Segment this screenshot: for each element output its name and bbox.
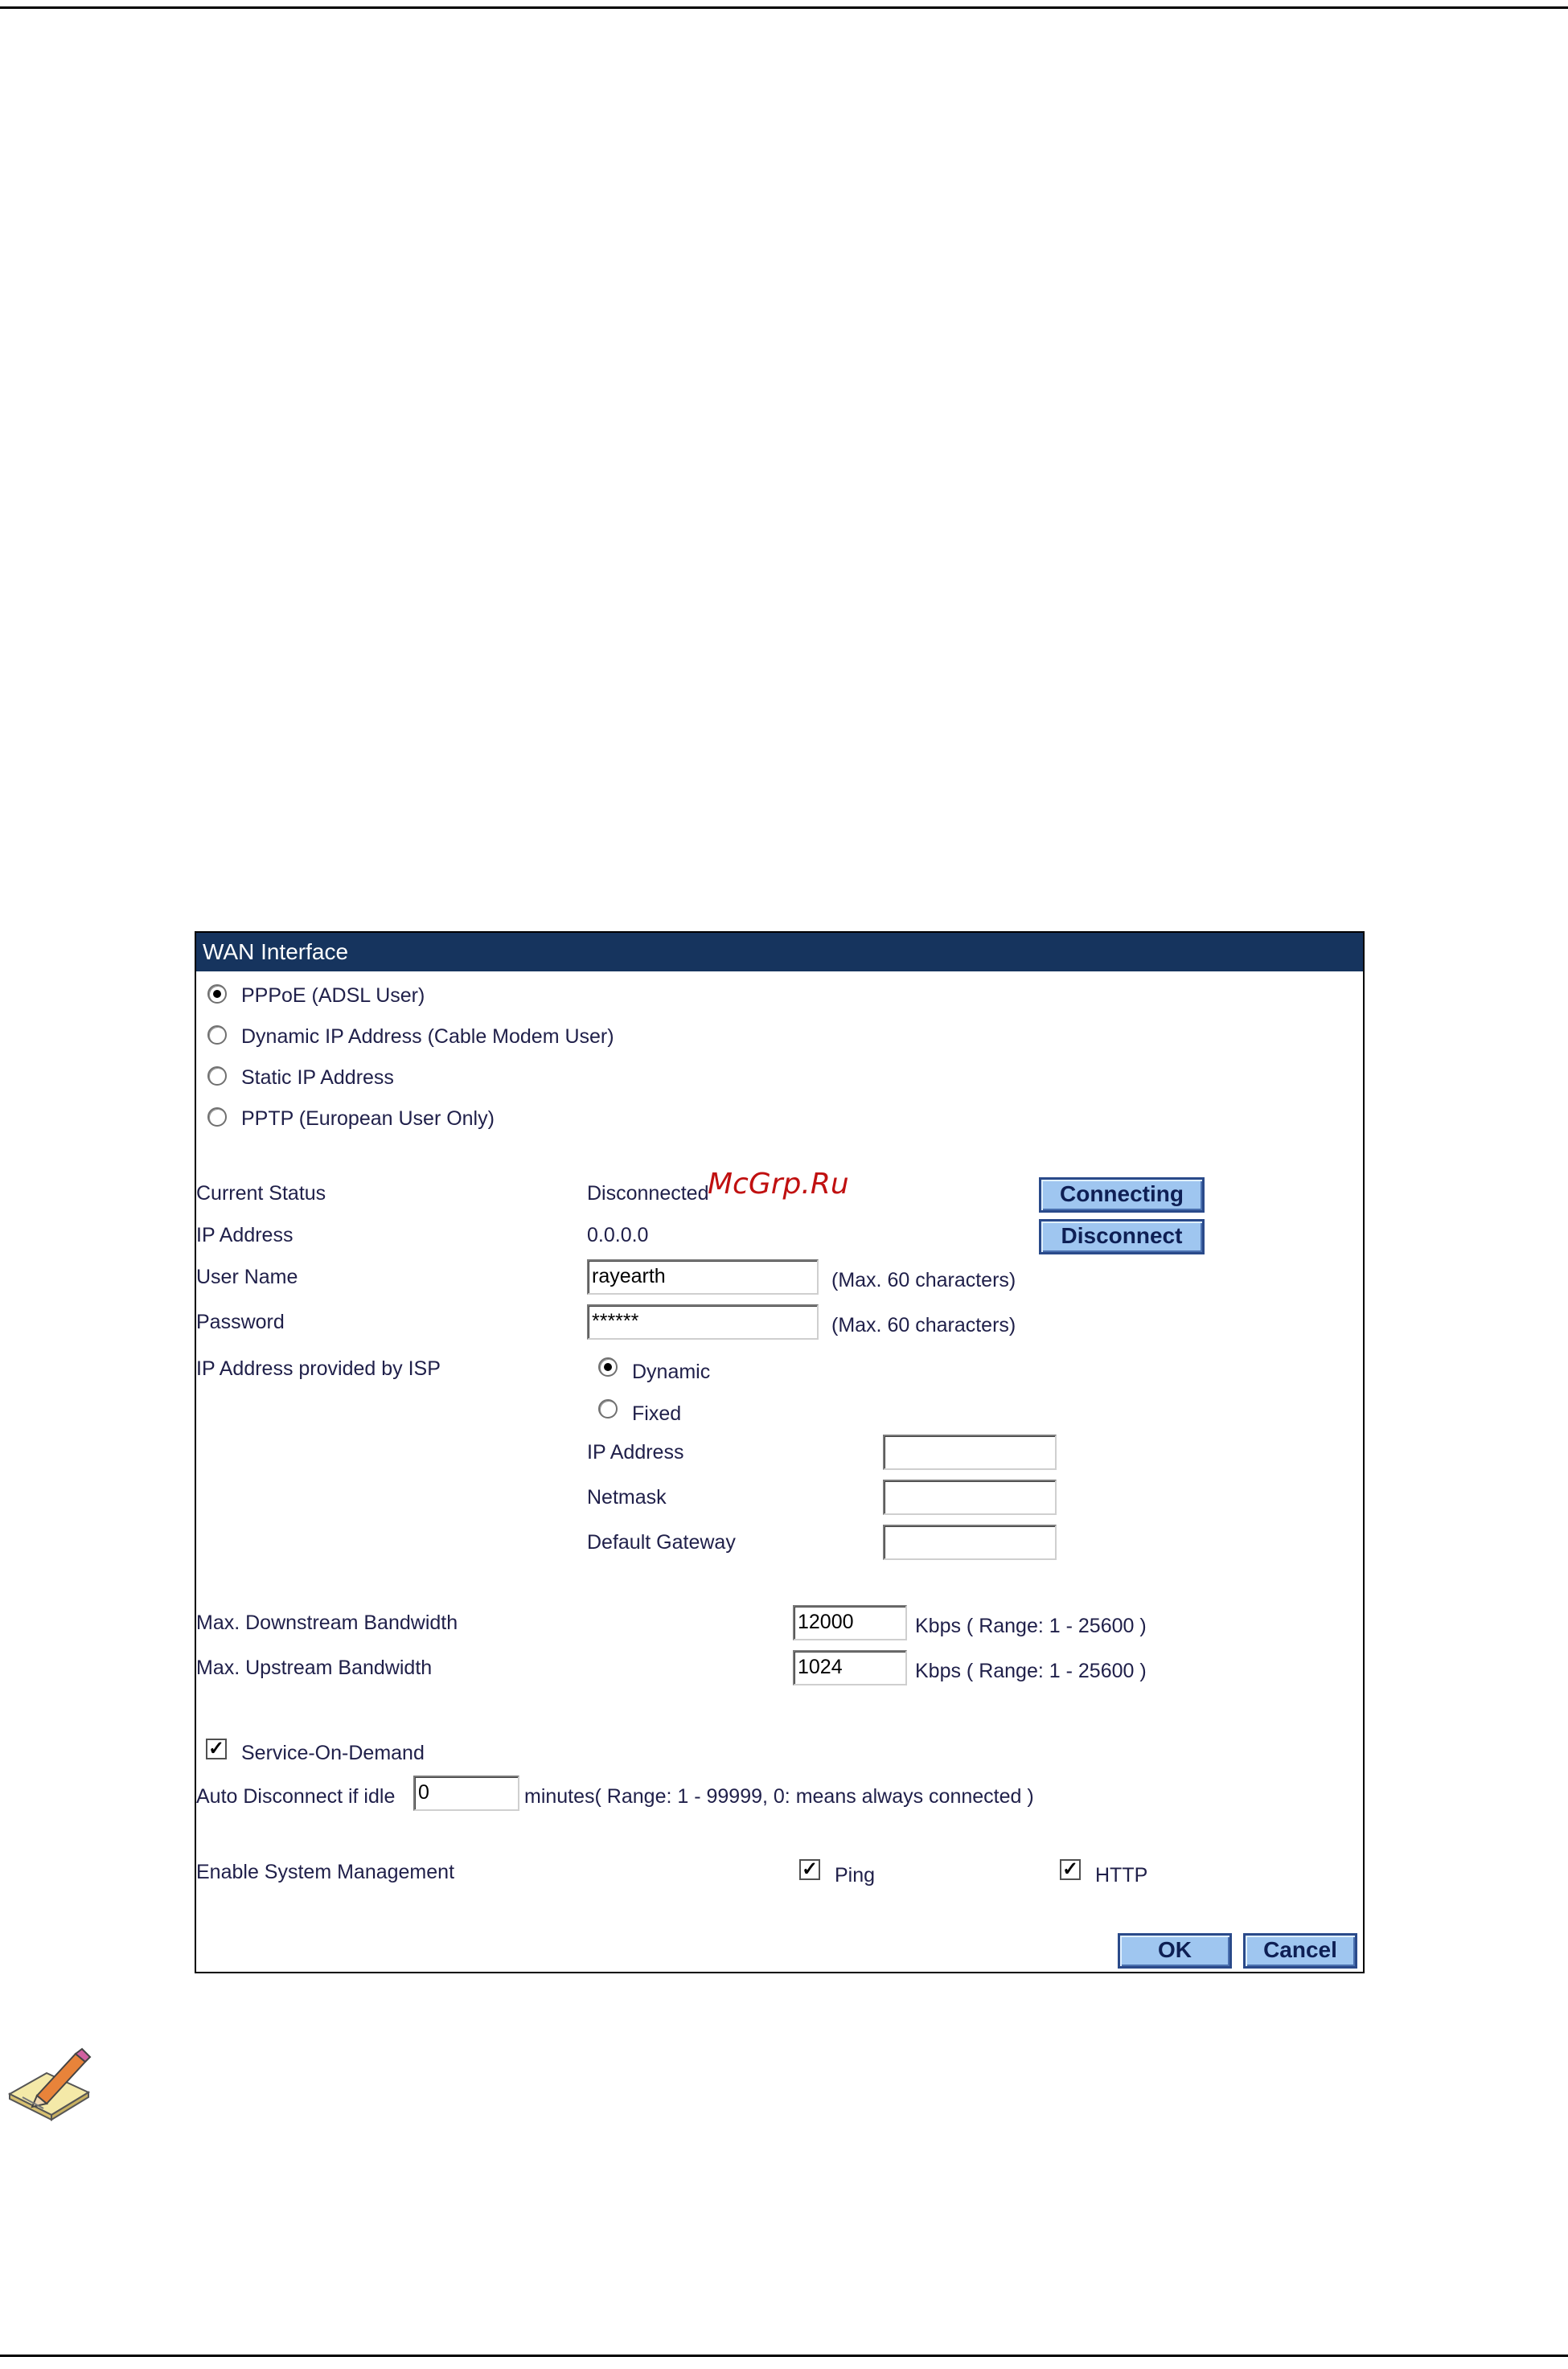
ping-label: Ping <box>835 1864 876 1887</box>
isp-dynamic-radio[interactable] <box>598 1357 618 1377</box>
upstream-label: Max. Upstream Bandwidth <box>196 1657 433 1679</box>
http-label: HTTP <box>1095 1864 1148 1887</box>
pptp-radio[interactable] <box>207 1107 227 1127</box>
static-ip-label: Static IP Address <box>241 1066 394 1089</box>
isp-dynamic-label: Dynamic <box>632 1361 711 1383</box>
user-name-hint: (Max. 60 characters) <box>831 1269 1016 1291</box>
downstream-input[interactable]: 12000 <box>793 1605 907 1640</box>
top-rule <box>0 6 1568 9</box>
ip-address-value: 0.0.0.0 <box>587 1224 649 1246</box>
pppoe-label: PPPoE (ADSL User) <box>241 984 425 1007</box>
password-input[interactable]: ****** <box>587 1304 819 1340</box>
isp-fixed-label: Fixed <box>632 1402 682 1425</box>
system-management-label: Enable System Management <box>196 1861 455 1883</box>
ping-checkbox[interactable]: ✓ <box>799 1859 820 1880</box>
gateway-label: Default Gateway <box>587 1531 736 1554</box>
cancel-button[interactable]: Cancel <box>1243 1933 1357 1969</box>
netmask-input[interactable] <box>883 1480 1057 1515</box>
user-name-label: User Name <box>196 1266 298 1288</box>
upstream-input[interactable]: 1024 <box>793 1650 907 1685</box>
password-hint: (Max. 60 characters) <box>831 1314 1016 1336</box>
disconnect-button[interactable]: Disconnect <box>1039 1219 1205 1254</box>
service-on-demand-checkbox[interactable]: ✓ <box>206 1739 227 1759</box>
static-ip-radio[interactable] <box>207 1066 227 1086</box>
isp-label: IP Address provided by ISP <box>196 1357 441 1380</box>
isp-fixed-radio[interactable] <box>598 1399 618 1419</box>
gateway-input[interactable] <box>883 1525 1057 1560</box>
password-label: Password <box>196 1311 285 1333</box>
ip-address-label: IP Address <box>196 1224 293 1246</box>
wan-interface-panel <box>195 931 1365 1973</box>
pptp-label: PPTP (European User Only) <box>241 1107 495 1130</box>
current-status-label: Current Status <box>196 1182 326 1205</box>
downstream-label: Max. Downstream Bandwidth <box>196 1611 458 1634</box>
fixed-ip-label: IP Address <box>587 1441 684 1464</box>
current-status-value: Disconnected <box>587 1182 709 1205</box>
pppoe-radio[interactable] <box>207 984 227 1004</box>
fixed-ip-input[interactable] <box>883 1435 1057 1470</box>
bottom-rule <box>0 2355 1568 2357</box>
auto-disconnect-input[interactable]: 0 <box>413 1776 519 1811</box>
ok-button[interactable]: OK <box>1118 1933 1232 1969</box>
auto-disconnect-hint: minutes( Range: 1 - 99999, 0: means always connected ) <box>524 1785 1034 1808</box>
panel-title: WAN Interface <box>196 933 1363 971</box>
user-name-input[interactable]: rayearth <box>587 1259 819 1295</box>
dynamic-ip-radio[interactable] <box>207 1025 227 1045</box>
note-pencil-icon <box>5 2047 95 2121</box>
connecting-button[interactable]: Connecting <box>1039 1177 1205 1213</box>
netmask-label: Netmask <box>587 1486 667 1509</box>
service-on-demand-label: Service-On-Demand <box>241 1742 425 1764</box>
upstream-unit: Kbps ( Range: 1 - 25600 ) <box>915 1660 1147 1682</box>
auto-disconnect-label: Auto Disconnect if idle <box>196 1785 396 1808</box>
downstream-unit: Kbps ( Range: 1 - 25600 ) <box>915 1615 1147 1637</box>
dynamic-ip-label: Dynamic IP Address (Cable Modem User) <box>241 1025 614 1048</box>
watermark-text: McGrp.Ru <box>708 1168 849 1201</box>
http-checkbox[interactable]: ✓ <box>1060 1859 1081 1880</box>
